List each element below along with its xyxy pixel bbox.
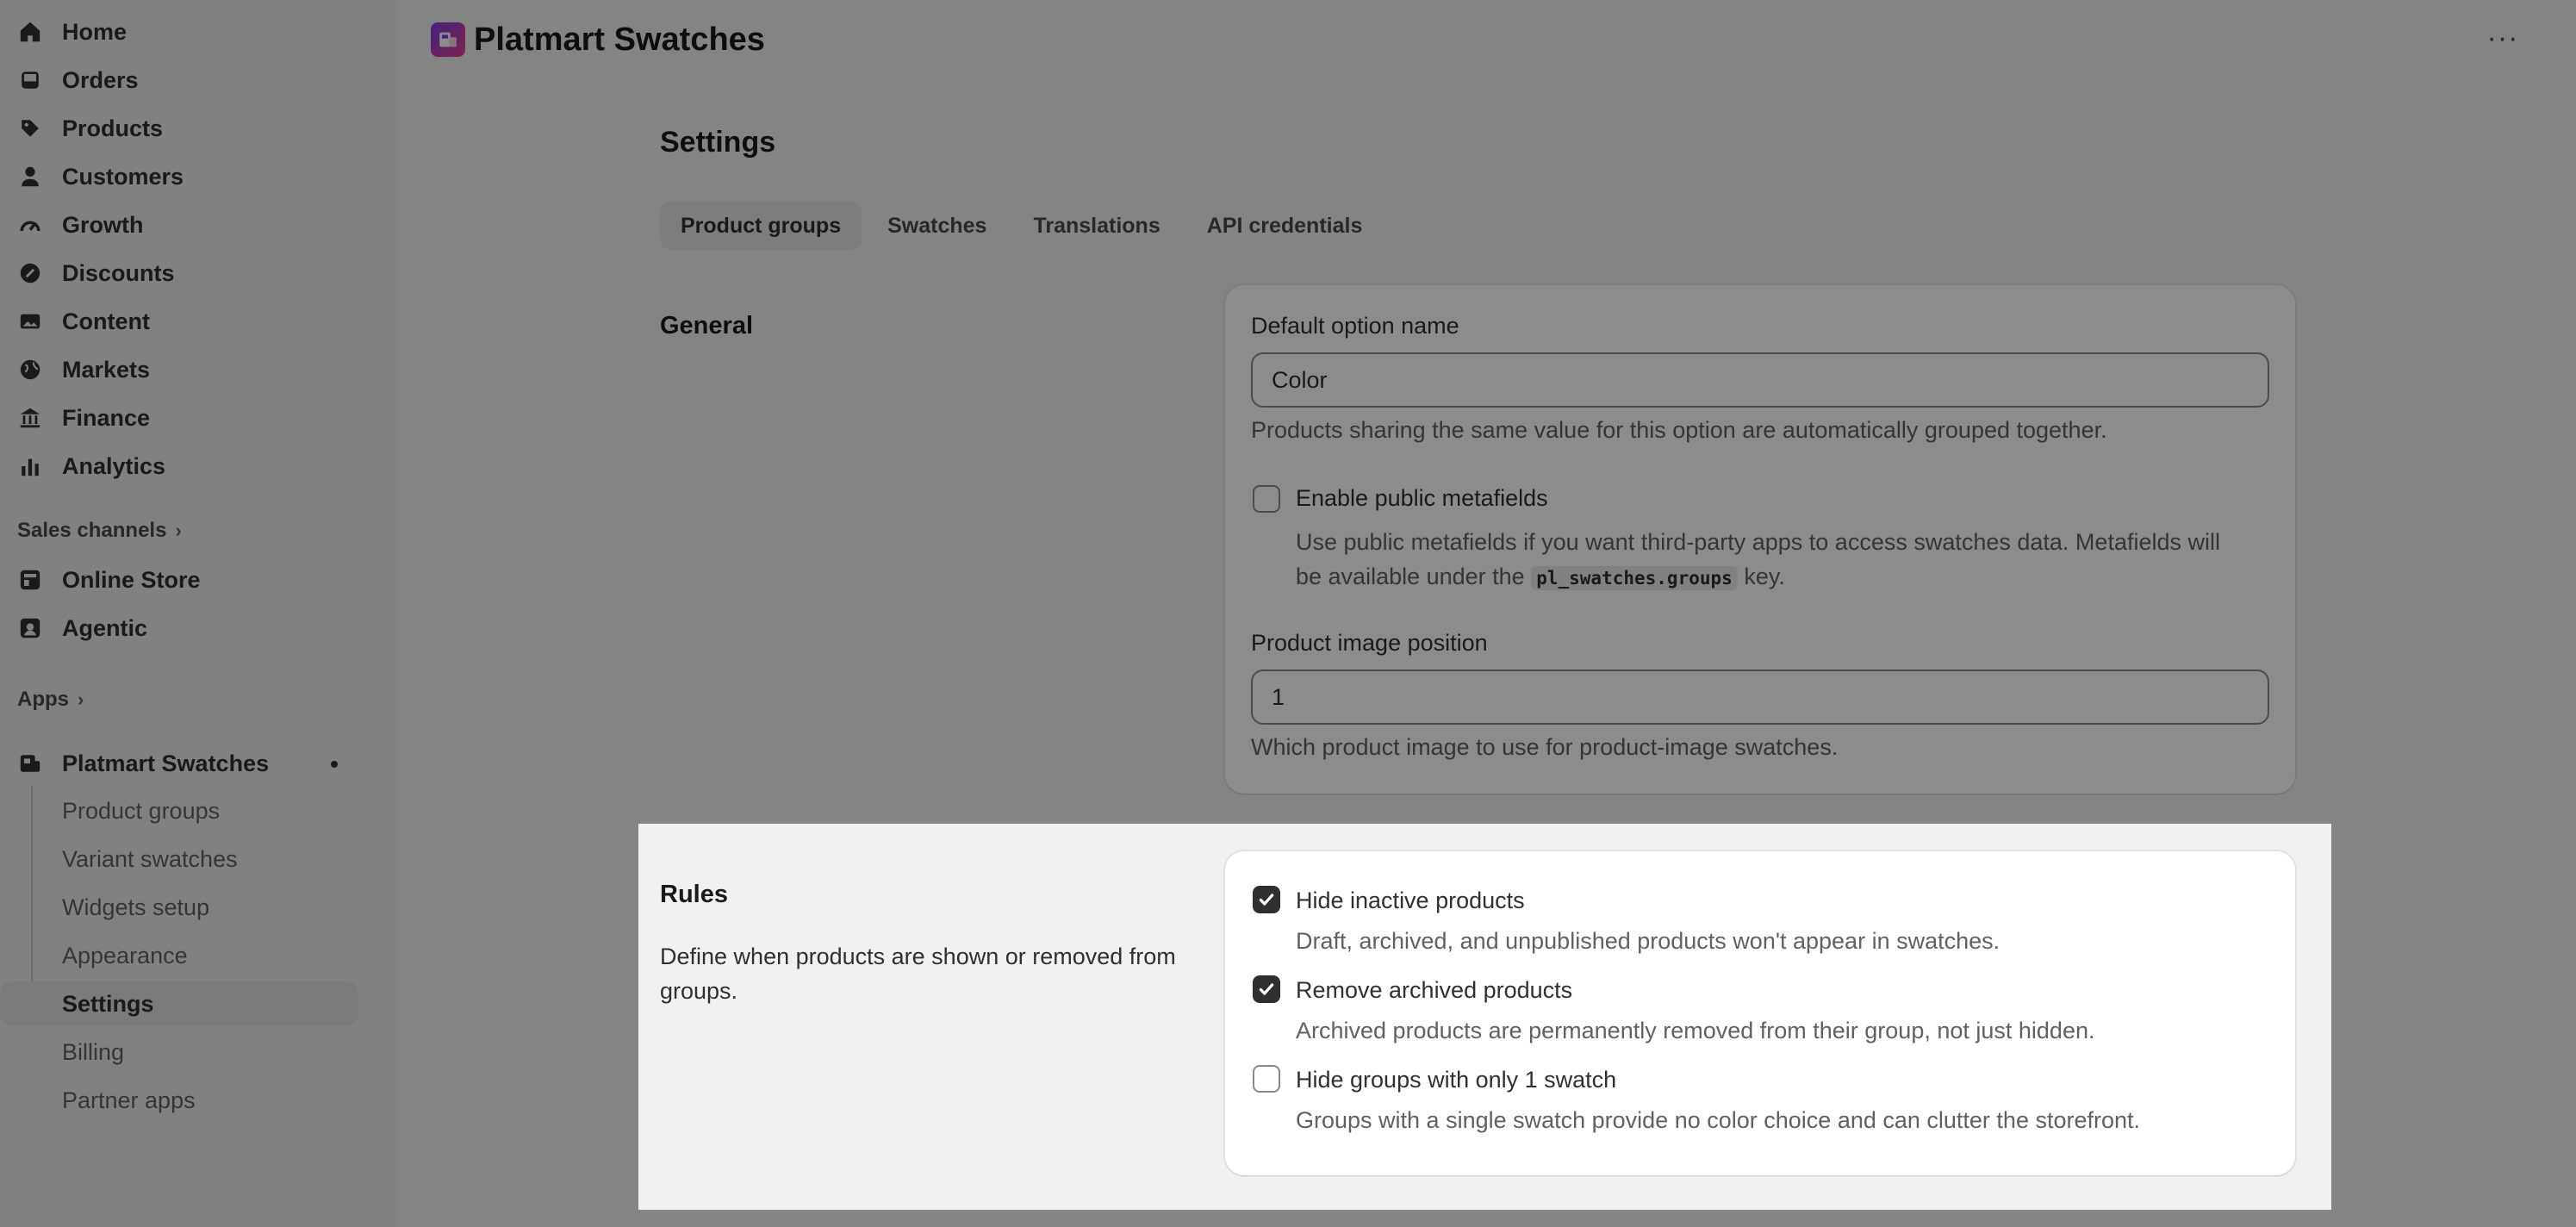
tab-translations[interactable]: Translations: [1033, 213, 1160, 238]
sidebar-subitem-partner-apps[interactable]: [62, 1078, 355, 1123]
hide-inactive-label: Hide inactive products: [1296, 888, 1525, 913]
sidebar-subitem-label: Partner apps: [62, 1087, 196, 1113]
store-icon: [17, 567, 43, 593]
page-title: Settings: [660, 126, 776, 159]
sidebar-item-label: Platmart Swatches: [62, 750, 270, 776]
tab-api-credentials[interactable]: API credentials: [1206, 213, 1363, 238]
sidebar-item-products[interactable]: [0, 106, 362, 151]
more-actions-button[interactable]: ···: [2486, 21, 2519, 54]
sidebar-item-label: Markets: [62, 356, 151, 383]
person-icon: [17, 164, 43, 190]
apps-heading[interactable]: [17, 688, 84, 712]
sidebar-item-online-store[interactable]: [0, 557, 362, 602]
remove-archived-help: Archived products are permanently removed from their group, not just hidden.: [1296, 1018, 2095, 1043]
sidebar-item-label: Home: [62, 18, 128, 45]
sidebar-subitem-billing[interactable]: [62, 1030, 355, 1074]
hide-single-swatch-help: Groups with a single swatch provide no color choice and can clutter the storefront.: [1296, 1107, 2141, 1133]
tree-line: [31, 786, 33, 1001]
app-icon: [17, 751, 43, 776]
sidebar-item-discounts[interactable]: [0, 251, 362, 296]
remove-archived-checkbox[interactable]: [1253, 975, 1280, 1003]
sidebar-item-agentic[interactable]: [0, 606, 362, 651]
public-metafields-help-line2: be available under the: [1296, 564, 1525, 589]
sidebar-item-label: Discounts: [62, 259, 175, 286]
apps-label: Apps: [17, 688, 69, 711]
modal-dim-overlay-right: [2331, 824, 2576, 1227]
sidebar-item-label: Online Store: [62, 566, 201, 593]
settings-tabs: [660, 202, 1383, 250]
sidebar-item-analytics[interactable]: [0, 444, 362, 489]
app-logo-icon: [431, 22, 465, 57]
general-section-title: General: [660, 312, 753, 339]
sidebar: [0, 0, 396, 1227]
chevron-right-icon: ›: [175, 520, 182, 541]
gauge-icon: [17, 212, 43, 238]
sidebar-item-home[interactable]: [0, 9, 362, 54]
bar-chart-icon: [17, 453, 43, 479]
globe-icon: [17, 357, 43, 383]
agent-icon: [17, 615, 43, 641]
sidebar-subitem-label: Settings: [62, 990, 154, 1017]
sidebar-item-customers[interactable]: [0, 154, 362, 199]
sidebar-item-label: Content: [62, 308, 150, 334]
sidebar-item-growth[interactable]: [0, 202, 362, 247]
bank-icon: [17, 405, 43, 431]
checkmark-icon: [1257, 980, 1276, 999]
image-position-input[interactable]: [1251, 670, 2269, 725]
hide-single-swatch-label: Hide groups with only 1 swatch: [1296, 1067, 1617, 1093]
sidebar-subitem-label: Widgets setup: [62, 894, 210, 920]
sidebar-subitem-label: Product groups: [62, 797, 221, 824]
sidebar-subitem-variant-swatches[interactable]: [62, 837, 355, 881]
sidebar-item-platmart-swatches[interactable]: [0, 741, 362, 786]
tab-product-groups[interactable]: Product groups: [660, 202, 862, 250]
hide-single-swatch-checkbox[interactable]: [1253, 1065, 1280, 1093]
sidebar-item-label: Agentic: [62, 614, 148, 641]
app-header: [431, 16, 765, 64]
sidebar-item-orders[interactable]: [0, 58, 362, 103]
sidebar-item-label: Growth: [62, 211, 144, 238]
modal-dim-overlay-bottom: [638, 1210, 2331, 1227]
public-metafields-help: [1296, 525, 2269, 595]
sales-channels-label: Sales channels: [17, 519, 167, 542]
public-metafields-help-suffix: key.: [1744, 564, 1785, 589]
app-title: Platmart Swatches: [474, 21, 765, 58]
rules-card: [1225, 851, 2295, 1175]
remove-archived-label: Remove archived products: [1296, 977, 1573, 1003]
sidebar-item-label: Customers: [62, 163, 184, 190]
discount-icon: [17, 260, 43, 286]
image-position-help: Which product image to use for product-image swatches.: [1251, 734, 1839, 760]
default-option-label: Default option name: [1251, 313, 1459, 339]
general-card: [1225, 285, 2295, 794]
hide-inactive-checkbox[interactable]: [1253, 886, 1280, 913]
sidebar-item-content[interactable]: [0, 299, 362, 344]
tag-icon: [17, 115, 43, 141]
public-metafields-label: Enable public metafields: [1296, 485, 1548, 511]
sidebar-subitem-label: Variant swatches: [62, 845, 238, 872]
default-option-input[interactable]: [1251, 352, 2269, 408]
sidebar-subitem-label: Appearance: [62, 942, 188, 969]
sidebar-item-label: Finance: [62, 404, 151, 431]
sidebar-item-label: Analytics: [62, 452, 166, 479]
sidebar-subitem-appearance[interactable]: [62, 933, 355, 978]
chevron-right-icon: ›: [78, 688, 84, 710]
sidebar-subitem-settings[interactable]: [0, 981, 358, 1026]
rules-section-description: Define when products are shown or removed from groups.: [660, 944, 1176, 1004]
rules-section-title: Rules: [660, 881, 728, 908]
public-metafields-checkbox[interactable]: [1253, 485, 1280, 513]
rules-section: [638, 824, 2331, 1210]
image-position-label: Product image position: [1251, 630, 1488, 656]
hide-inactive-help: Draft, archived, and unpublished products won't appear in swatches.: [1296, 928, 2000, 954]
sidebar-item-finance[interactable]: [0, 396, 362, 440]
checkmark-icon: [1257, 890, 1276, 909]
sidebar-item-markets[interactable]: [0, 347, 362, 392]
sidebar-subitem-label: Billing: [62, 1038, 125, 1065]
inbox-icon: [17, 67, 43, 93]
sales-channels-heading[interactable]: [17, 519, 182, 543]
home-icon: [17, 19, 43, 45]
sidebar-subitem-widgets-setup[interactable]: [62, 885, 355, 930]
app-pin-dot: [331, 761, 338, 768]
public-metafields-help-line1: Use public metafields if you want third-party apps to access swatches data. Metafields will: [1296, 529, 2220, 555]
default-option-help: Products sharing the same value for this option are automatically grouped together.: [1251, 417, 2107, 443]
tab-swatches[interactable]: Swatches: [887, 213, 987, 238]
sidebar-subitem-product-groups[interactable]: [62, 788, 355, 833]
image-icon: [17, 308, 43, 334]
sidebar-item-label: Orders: [62, 66, 139, 93]
sidebar-item-label: Products: [62, 115, 164, 141]
metafield-key-code: pl_swatches.groups: [1531, 566, 1738, 590]
